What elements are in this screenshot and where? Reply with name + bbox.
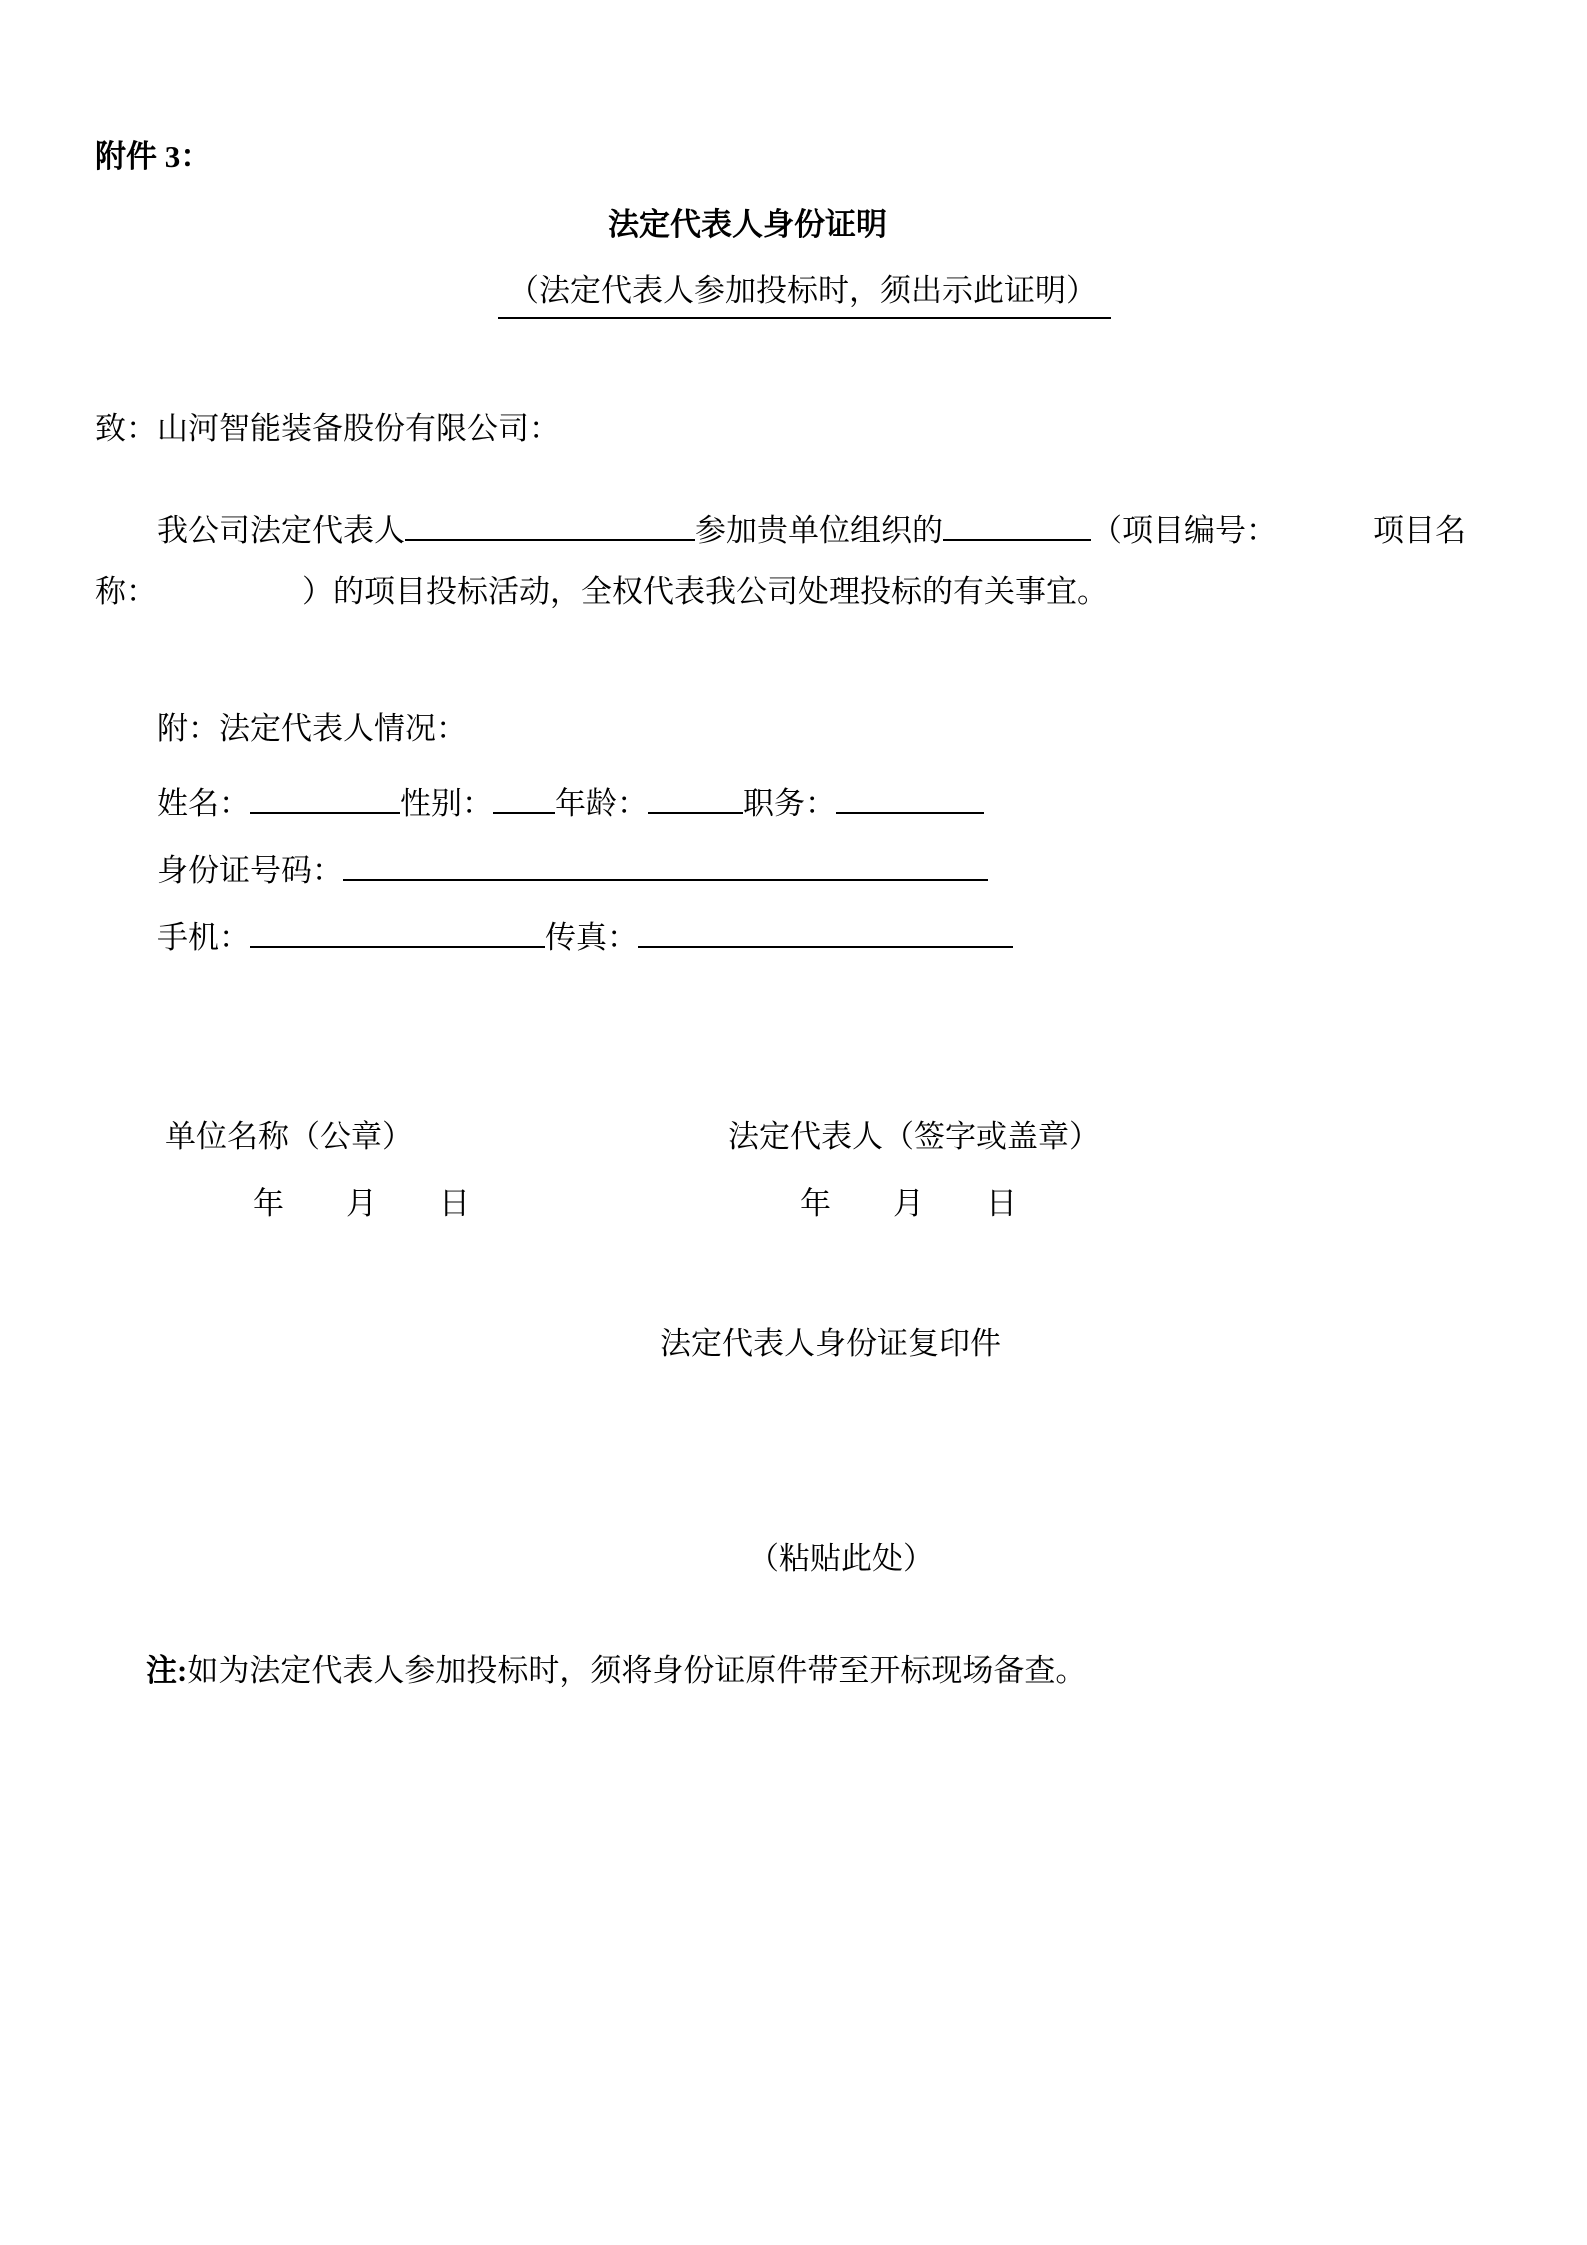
para-l1-text-4: 项目名 (1373, 513, 1466, 548)
name-blank[interactable] (250, 778, 400, 814)
para-l1-text-3: （项目编号： (1091, 513, 1277, 548)
subtitle-text: （法定代表人参加投标时，须出示此证明） (498, 272, 1111, 319)
position-blank[interactable] (836, 778, 984, 814)
para-l1-text-2: 参加贵单位组织的 (695, 513, 943, 548)
mobile-label: 手机： (157, 920, 250, 955)
unit-name-label: 单位名称（公章） (165, 1119, 413, 1154)
para-l2-text-2: ）的项目投标活动，全权代表我公司处理投标的有关事宜。 (302, 574, 1108, 609)
rep-signature-label: 法定代表人（签字或盖章） (728, 1119, 1100, 1154)
note-text: 如为法定代表人参加投标时，须将身份证原件带至开标现场备查。 (187, 1653, 1087, 1688)
project-number-space[interactable] (1277, 531, 1373, 541)
id-copy-title: 法定代表人身份证复印件 (660, 1326, 1001, 1361)
para-l1-text-1: 我公司法定代表人 (157, 513, 405, 548)
fax-label: 传真： (545, 920, 638, 955)
mobile-blank[interactable] (250, 912, 545, 948)
rep-info-line-1 (157, 778, 984, 824)
project-blank[interactable] (943, 505, 1091, 541)
gender-blank[interactable] (493, 778, 555, 814)
rep-info-heading: 附：法定代表人情况： (157, 711, 467, 746)
fax-blank[interactable] (638, 912, 1013, 948)
rep-name-blank[interactable] (405, 505, 695, 541)
note-prefix: 注: (146, 1653, 188, 1688)
salutation: 致：山河智能装备股份有限公司： (95, 411, 560, 446)
position-label: 职务： (743, 786, 836, 821)
age-label: 年龄： (555, 786, 648, 821)
document-subtitle (498, 272, 1111, 319)
name-label: 姓名： (157, 786, 250, 821)
project-name-space[interactable] (157, 592, 302, 602)
paragraph-line-2 (95, 573, 1108, 612)
rep-info-line-2 (157, 845, 988, 891)
date-line-right: 年 月 日 (800, 1186, 1017, 1221)
document-title: 法定代表人身份证明 (608, 207, 887, 242)
date-line-left: 年 月 日 (253, 1186, 470, 1221)
rep-info-line-3 (157, 912, 1013, 958)
paste-here-label: （粘贴此处） (748, 1541, 934, 1576)
id-number-label: 身份证号码： (157, 853, 343, 888)
gender-label: 性别： (400, 786, 493, 821)
attachment-label: 附件 3： (95, 139, 212, 174)
note-line (146, 1652, 1086, 1691)
age-blank[interactable] (648, 778, 743, 814)
para-l2-text-1: 称： (95, 574, 157, 609)
id-number-blank[interactable] (343, 845, 988, 881)
paragraph-line-1 (157, 505, 1466, 551)
